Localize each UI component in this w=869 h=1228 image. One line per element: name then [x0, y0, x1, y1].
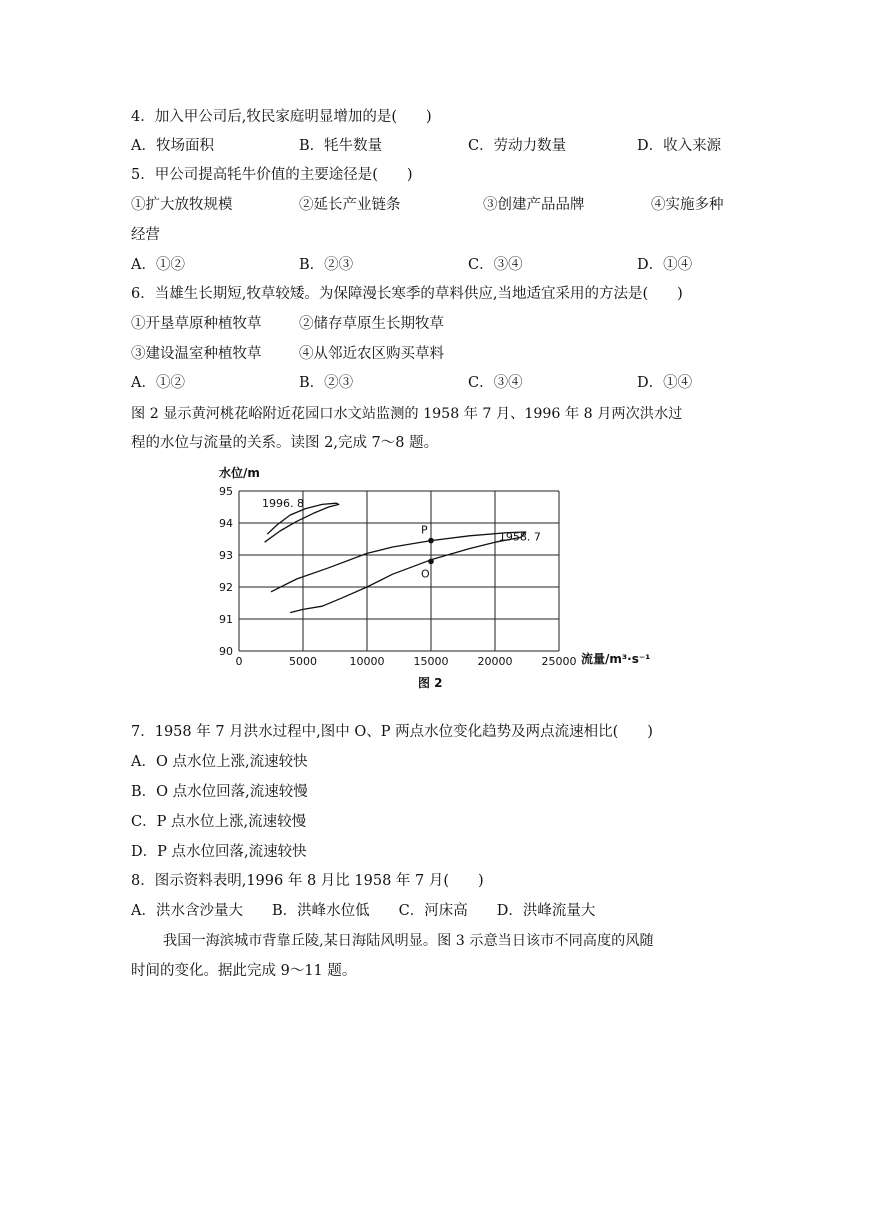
y-tick-label: 93: [219, 549, 233, 562]
q6-item-2: ②储存草原生长期牧草: [299, 316, 444, 332]
point-label: P: [421, 523, 428, 537]
x-tick-label: 0: [235, 655, 243, 668]
x-tick-label: 5000: [289, 655, 317, 668]
q7-option-a: A．O 点水位上涨,流速较快: [131, 754, 308, 770]
y-axis-label: 水位/m: [219, 466, 260, 480]
x-tick-label: 25000: [541, 655, 577, 668]
q8-options: A．洪水含沙量大 B．洪峰水位低 C．河床高 D．洪峰流量大: [131, 903, 596, 919]
q5-item-1: ①扩大放牧规模: [131, 197, 233, 213]
q7-option-c: C．P 点水位上涨,流速较慢: [131, 814, 307, 830]
series-label: 1996. 8: [262, 497, 305, 510]
q6-option-b: B．②③: [299, 375, 354, 391]
q4-option-c: C．劳动力数量: [468, 138, 567, 154]
q5-item-3: ③创建产品品牌: [483, 197, 585, 213]
point-label: O: [421, 567, 430, 581]
chart-ticks: [219, 485, 577, 668]
q7-option-d: D．P 点水位回落,流速较快: [131, 844, 307, 860]
q7-stem: 7．1958 年 7 月洪水过程中,图中 O、P 两点水位变化趋势及两点流速相比( ): [131, 724, 653, 740]
x-tick-label: 20000: [477, 655, 513, 668]
figure-2-chart: [205, 455, 665, 695]
fig2-intro-line2: 程的水位与流量的关系。读图 2,完成 7～8 题。: [131, 435, 439, 451]
point-p: [428, 538, 434, 544]
point-o: [428, 559, 434, 565]
fig3-intro-line1: 我国一海滨城市背靠丘陵,某日海陆风明显。图 3 示意当日该市不同高度的风随: [163, 933, 654, 949]
q4-option-b: B．牦牛数量: [299, 138, 383, 154]
q4-option-a: A．牧场面积: [131, 138, 214, 154]
q5-option-b: B．②③: [299, 257, 354, 273]
q5-item-4-continued: 经营: [131, 227, 160, 243]
q5-item-4: ④实施多种: [651, 197, 724, 213]
y-tick-label: 95: [219, 485, 233, 498]
q6-option-d: D．①④: [637, 375, 693, 391]
y-tick-label: 92: [219, 581, 233, 594]
q5-stem: 5．甲公司提高牦牛价值的主要途径是( ): [131, 167, 413, 183]
q6-option-c: C．③④: [468, 375, 523, 391]
q6-item-1: ①开垦草原种植牧草: [131, 316, 262, 332]
q5-option-c: C．③④: [468, 257, 523, 273]
q7-option-b: B．O 点水位回落,流速较慢: [131, 784, 308, 800]
q6-item-4: ④从邻近农区购买草料: [299, 346, 444, 362]
q6-item-3: ③建设温室种植牧草: [131, 346, 262, 362]
fig3-intro-line2: 时间的变化。据此完成 9～11 题。: [131, 963, 357, 979]
q5-option-d: D．①④: [637, 257, 693, 273]
y-tick-label: 91: [219, 613, 233, 626]
x-axis-label: 流量/m³·s⁻¹: [581, 652, 651, 666]
x-tick-label: 10000: [349, 655, 385, 668]
chart-points: [421, 524, 434, 581]
x-tick-label: 15000: [413, 655, 449, 668]
chart-grid: [239, 491, 559, 651]
q5-item-2: ②延长产业链条: [299, 197, 401, 213]
series-line-2: [271, 532, 526, 613]
q6-stem: 6．当雄生长期短,牧草较矮。为保障漫长寒季的草料供应,当地适宜采用的方法是( ): [131, 286, 683, 302]
fig2-intro-line1: 图 2 显示黄河桃花峪附近花园口水文站监测的 1958 年 7 月、1996 年 8 月两次洪水过: [131, 406, 683, 422]
q4-option-d: D．收入来源: [637, 138, 722, 154]
y-tick-label: 90: [219, 645, 233, 658]
q5-option-a: A．①②: [131, 257, 185, 273]
y-tick-label: 94: [219, 517, 233, 530]
figure-caption: 图 2: [418, 676, 443, 690]
series-label: 1958. 7: [498, 530, 541, 544]
q6-option-a: A．①②: [131, 375, 185, 391]
q4-stem: 4．加入甲公司后,牧民家庭明显增加的是( ): [131, 109, 432, 125]
q8-stem: 8．图示资料表明,1996 年 8 月比 1958 年 7 月( ): [131, 873, 484, 889]
